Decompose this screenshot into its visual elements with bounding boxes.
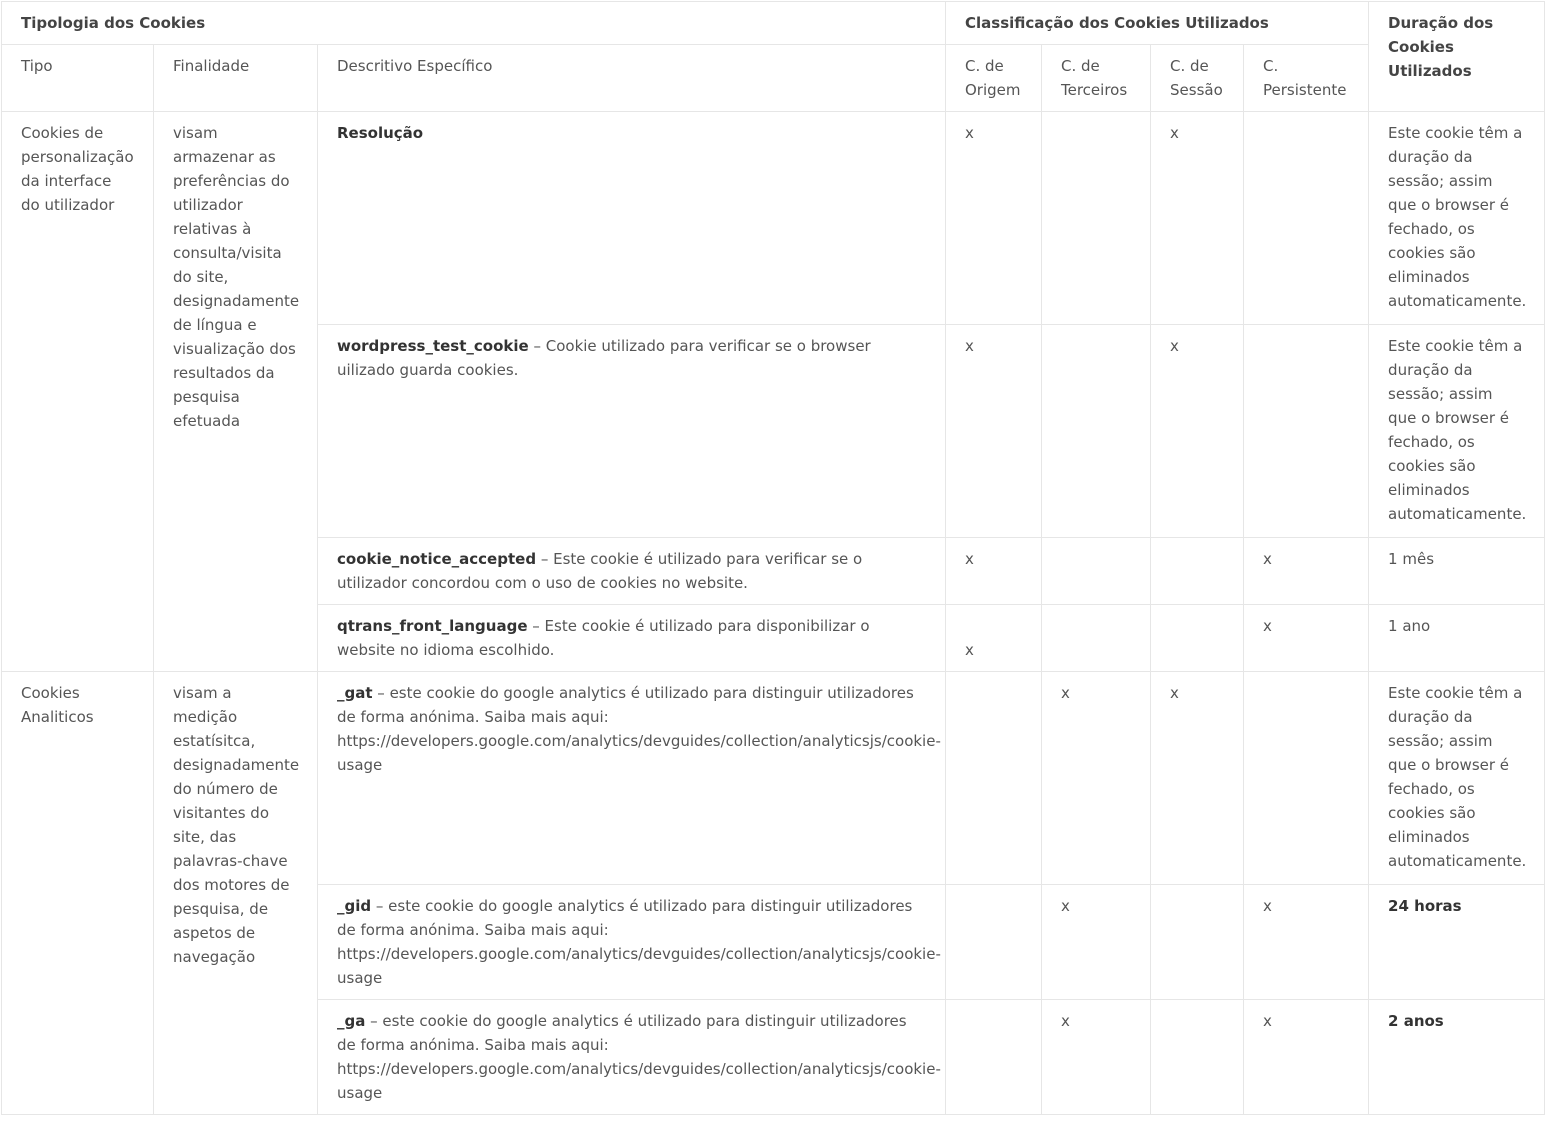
cell-persistente: x xyxy=(1244,605,1369,672)
cookie-name: _gat xyxy=(337,684,373,702)
cookie-description xyxy=(318,538,946,605)
cell-sessao xyxy=(1151,605,1244,672)
cell-persistente: x xyxy=(1244,885,1369,1000)
cell-duracao xyxy=(1369,1000,1545,1115)
subheader-terceiros: C. de Terceiros xyxy=(1042,45,1151,112)
cell-origem xyxy=(946,672,1042,885)
cookie-description xyxy=(318,325,946,538)
subheader-tipo: Tipo xyxy=(2,45,154,112)
cookie-name: qtrans_front_language xyxy=(337,617,528,635)
subheader-sessao: C. de Sessão xyxy=(1151,45,1244,112)
cookie-description xyxy=(318,885,946,1000)
subheader-origem: C. de Origem xyxy=(946,45,1042,112)
cookie-name: _gid xyxy=(337,897,372,915)
cookie-name: wordpress_test_cookie xyxy=(337,337,529,355)
cell-persistente xyxy=(1244,112,1369,325)
cell-origem: x xyxy=(946,325,1042,538)
cell-sessao: x xyxy=(1151,325,1244,538)
cell-origem xyxy=(946,1000,1042,1115)
cell-persistente: x xyxy=(1244,1000,1369,1115)
duracao-bold: 24 horas xyxy=(1388,897,1462,915)
cell-origem: x xyxy=(946,605,1042,672)
cookie-description xyxy=(318,1000,946,1115)
cell-terceiros: x xyxy=(1042,885,1151,1000)
header-duracao: Duração dos Cookies Utilizados xyxy=(1369,2,1545,112)
header-row xyxy=(2,2,1545,45)
cell-terceiros xyxy=(1042,112,1151,325)
cell-terceiros: x xyxy=(1042,1000,1151,1115)
cell-duracao: 1 mês xyxy=(1369,538,1545,605)
cell-duracao: 1 ano xyxy=(1369,605,1545,672)
cell-sessao xyxy=(1151,885,1244,1000)
cell-sessao xyxy=(1151,1000,1244,1115)
cookie-desc: – este cookie do google analytics é utilizado para distinguir utilizadores de forma anónima. Saiba mais aqui: https://developers.google.com/analytics/devguides/collection/analyticsjs/cookie-usage xyxy=(337,897,941,987)
cookie-desc: – este cookie do google analytics é utilizado para distinguir utilizadores de forma anónima. Saiba mais aqui: https://developers.google.com/analytics/devguides/collection/analyticsjs/cookie-usage xyxy=(337,1012,941,1102)
subheader-finalidade: Finalidade xyxy=(154,45,318,112)
cookie-name: cookie_notice_accepted xyxy=(337,550,537,568)
cookie-description xyxy=(318,605,946,672)
cookie-name: Resolução xyxy=(337,124,424,142)
cell-sessao xyxy=(1151,538,1244,605)
cell-terceiros xyxy=(1042,325,1151,538)
cell-persistente: x xyxy=(1244,538,1369,605)
cookie-description xyxy=(318,672,946,885)
cell-sessao: x xyxy=(1151,112,1244,325)
cookie-desc: – este cookie do google analytics é utilizado para distinguir utilizadores de forma anónima. Saiba mais aqui: https://developers.google.com/analytics/devguides/collection/analyticsjs/cookie-usage xyxy=(337,684,941,774)
cell-duracao xyxy=(1369,885,1545,1000)
cell-origem xyxy=(946,885,1042,1000)
cell-duracao: Este cookie têm a duração da sessão; assim que o browser é fechado, os cookies são eliminados automaticamente. xyxy=(1369,325,1545,538)
cookie-desc: – Este cookie é utilizado para verificar se o utilizador concordou com o uso de cookies no website. xyxy=(337,550,863,592)
cookie-desc: – Cookie utilizado para verificar se o browser uilizado guarda cookies. xyxy=(337,337,871,379)
cell-persistente xyxy=(1244,325,1369,538)
cell-persistente xyxy=(1244,672,1369,885)
subheader-row xyxy=(2,45,1545,112)
cell-terceiros: x xyxy=(1042,672,1151,885)
cell-sessao: x xyxy=(1151,672,1244,885)
table-row xyxy=(2,672,1545,885)
cell-duracao: Este cookie têm a duração da sessão; assim que o browser é fechado, os cookies são eliminados automaticamente. xyxy=(1369,672,1545,885)
group-tipo: Cookies de personalização da interface do utilizador xyxy=(2,112,154,672)
cookie-name: _ga xyxy=(337,1012,366,1030)
cell-terceiros xyxy=(1042,538,1151,605)
header-classificacao: Classificação dos Cookies Utilizados xyxy=(946,2,1369,45)
group-finalidade: visam armazenar as preferências do utilizador relativas à consulta/visita do site, designadamente de língua e visualização dos resultados da pesquisa efetuada xyxy=(154,112,318,672)
subheader-persistente: C. Persistente xyxy=(1244,45,1369,112)
cell-duracao: Este cookie têm a duração da sessão; assim que o browser é fechado, os cookies são eliminados automaticamente. xyxy=(1369,112,1545,325)
cookie-description xyxy=(318,112,946,325)
group-tipo: Cookies Analiticos xyxy=(2,672,154,1115)
duracao-bold: 2 anos xyxy=(1388,1012,1444,1030)
cell-origem: x xyxy=(946,538,1042,605)
cell-origem: x xyxy=(946,112,1042,325)
cookies-table xyxy=(1,1,1545,1115)
cookie-desc: – Este cookie é utilizado para disponibilizar o website no idioma escolhido. xyxy=(337,617,870,659)
table-row xyxy=(2,112,1545,325)
cell-terceiros xyxy=(1042,605,1151,672)
group-finalidade: visam a medição estatísitca, designadamente do número de visitantes do site, das palavras-chave dos motores de pesquisa, de aspetos de navegação xyxy=(154,672,318,1115)
subheader-descritivo: Descritivo Específico xyxy=(318,45,946,112)
header-tipologia: Tipologia dos Cookies xyxy=(2,2,946,45)
